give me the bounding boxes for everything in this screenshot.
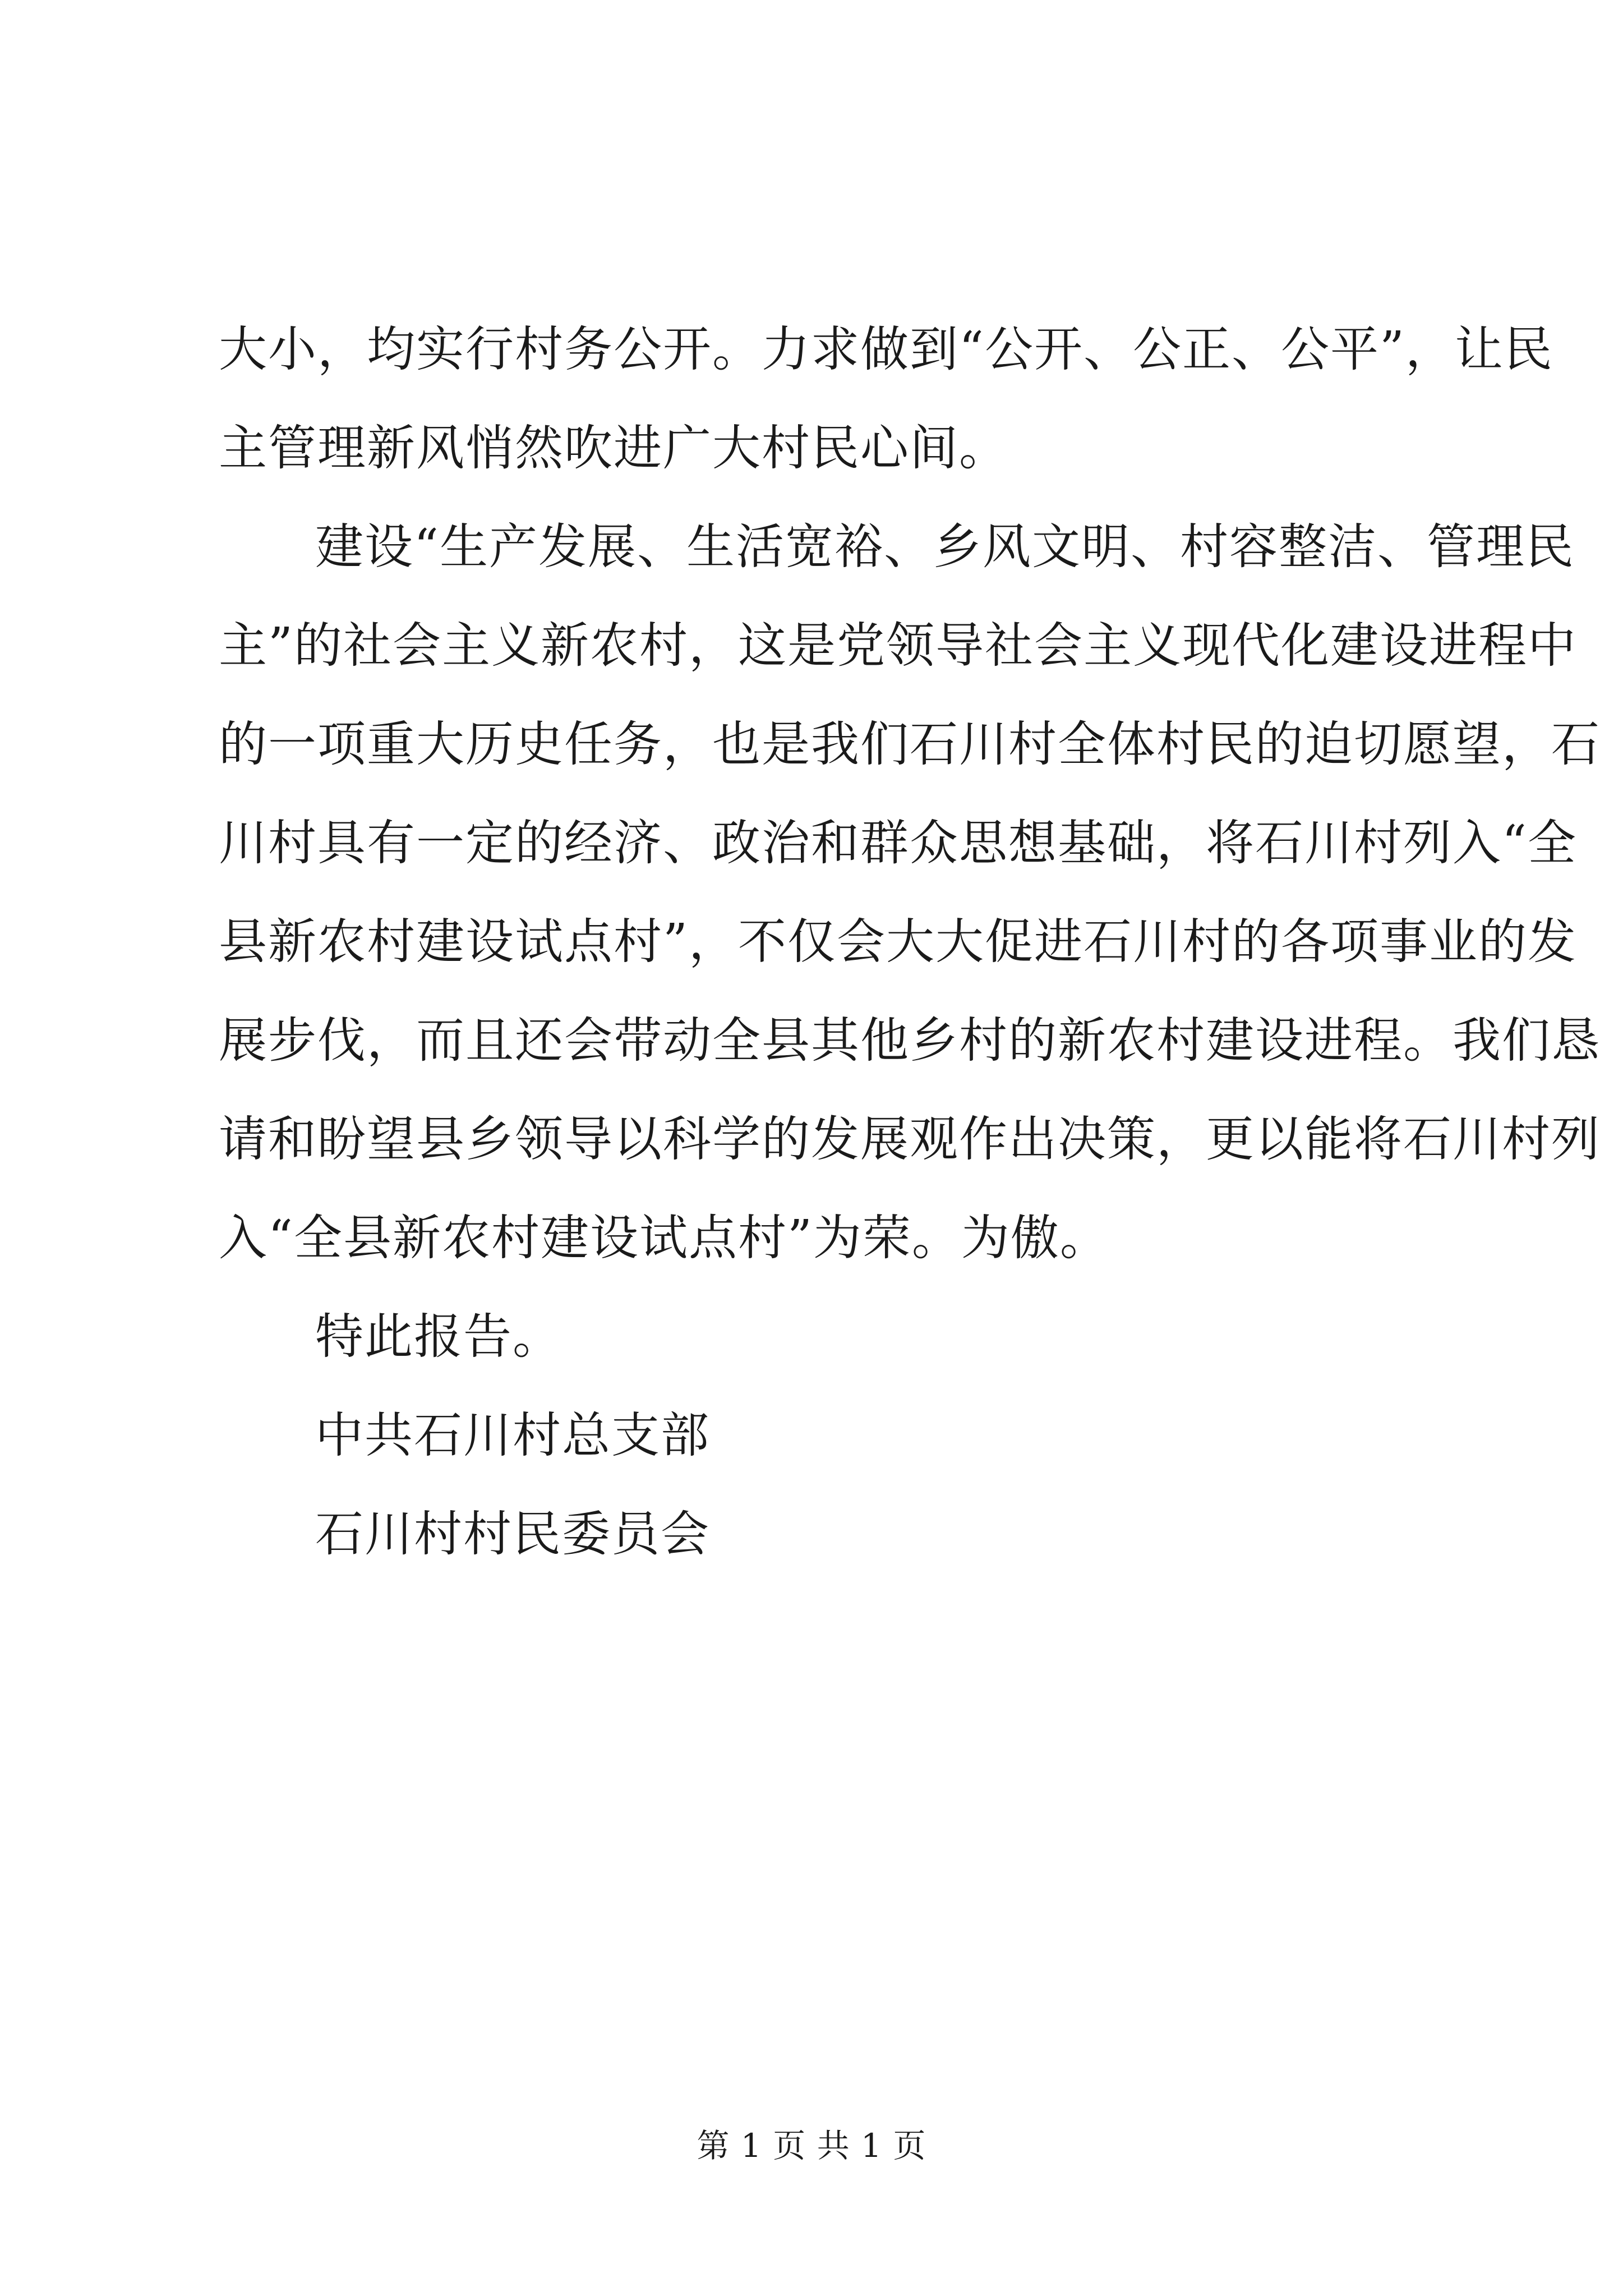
paragraph-2-line-8: 入“全县新农村建设试点村”为荣。为傲。 [219, 1210, 1109, 1266]
paragraph-2-line-2: 主”的社会主义新农村，这是党领导社会主义现代化建设进程中 [219, 618, 1577, 674]
paragraph-2-line-6: 展步伐，而且还会带动全县其他乡村的新农村建设进程。我们恳 [219, 1013, 1601, 1069]
paragraph-2-line-5: 县新农村建设试点村”，不仅会大大促进石川村的各项事业的发 [219, 914, 1577, 970]
paragraph-2-line-4: 川村具有一定的经济、政治和群众思想基础，将石川村列入“全 [219, 815, 1577, 871]
paragraph-1-line-1: 大小，均实行村务公开。力求做到“公开、公正、公平”，让民 [219, 321, 1553, 378]
paragraph-2-line-1: 建设“生产发展、生活宽裕、乡风文明、村容整洁、管理民 [315, 519, 1575, 575]
closing-line: 特此报告。 [315, 1309, 562, 1365]
page-footer: 第 1 页 共 1 页 [697, 2127, 926, 2165]
signature-village-committee: 石川村村民委员会 [315, 1506, 710, 1562]
paragraph-1-line-2: 主管理新风悄然吹进广大村民心间。 [219, 420, 1008, 476]
paragraph-2-line-7: 请和盼望县乡领导以科学的发展观作出决策，更以能将石川村列 [219, 1111, 1601, 1167]
document-body [219, 300, 1601, 1584]
paragraph-2-line-3: 的一项重大历史任务，也是我们石川村全体村民的迫切愿望，石 [219, 716, 1601, 772]
signature-party-branch: 中共石川村总支部 [315, 1407, 710, 1464]
